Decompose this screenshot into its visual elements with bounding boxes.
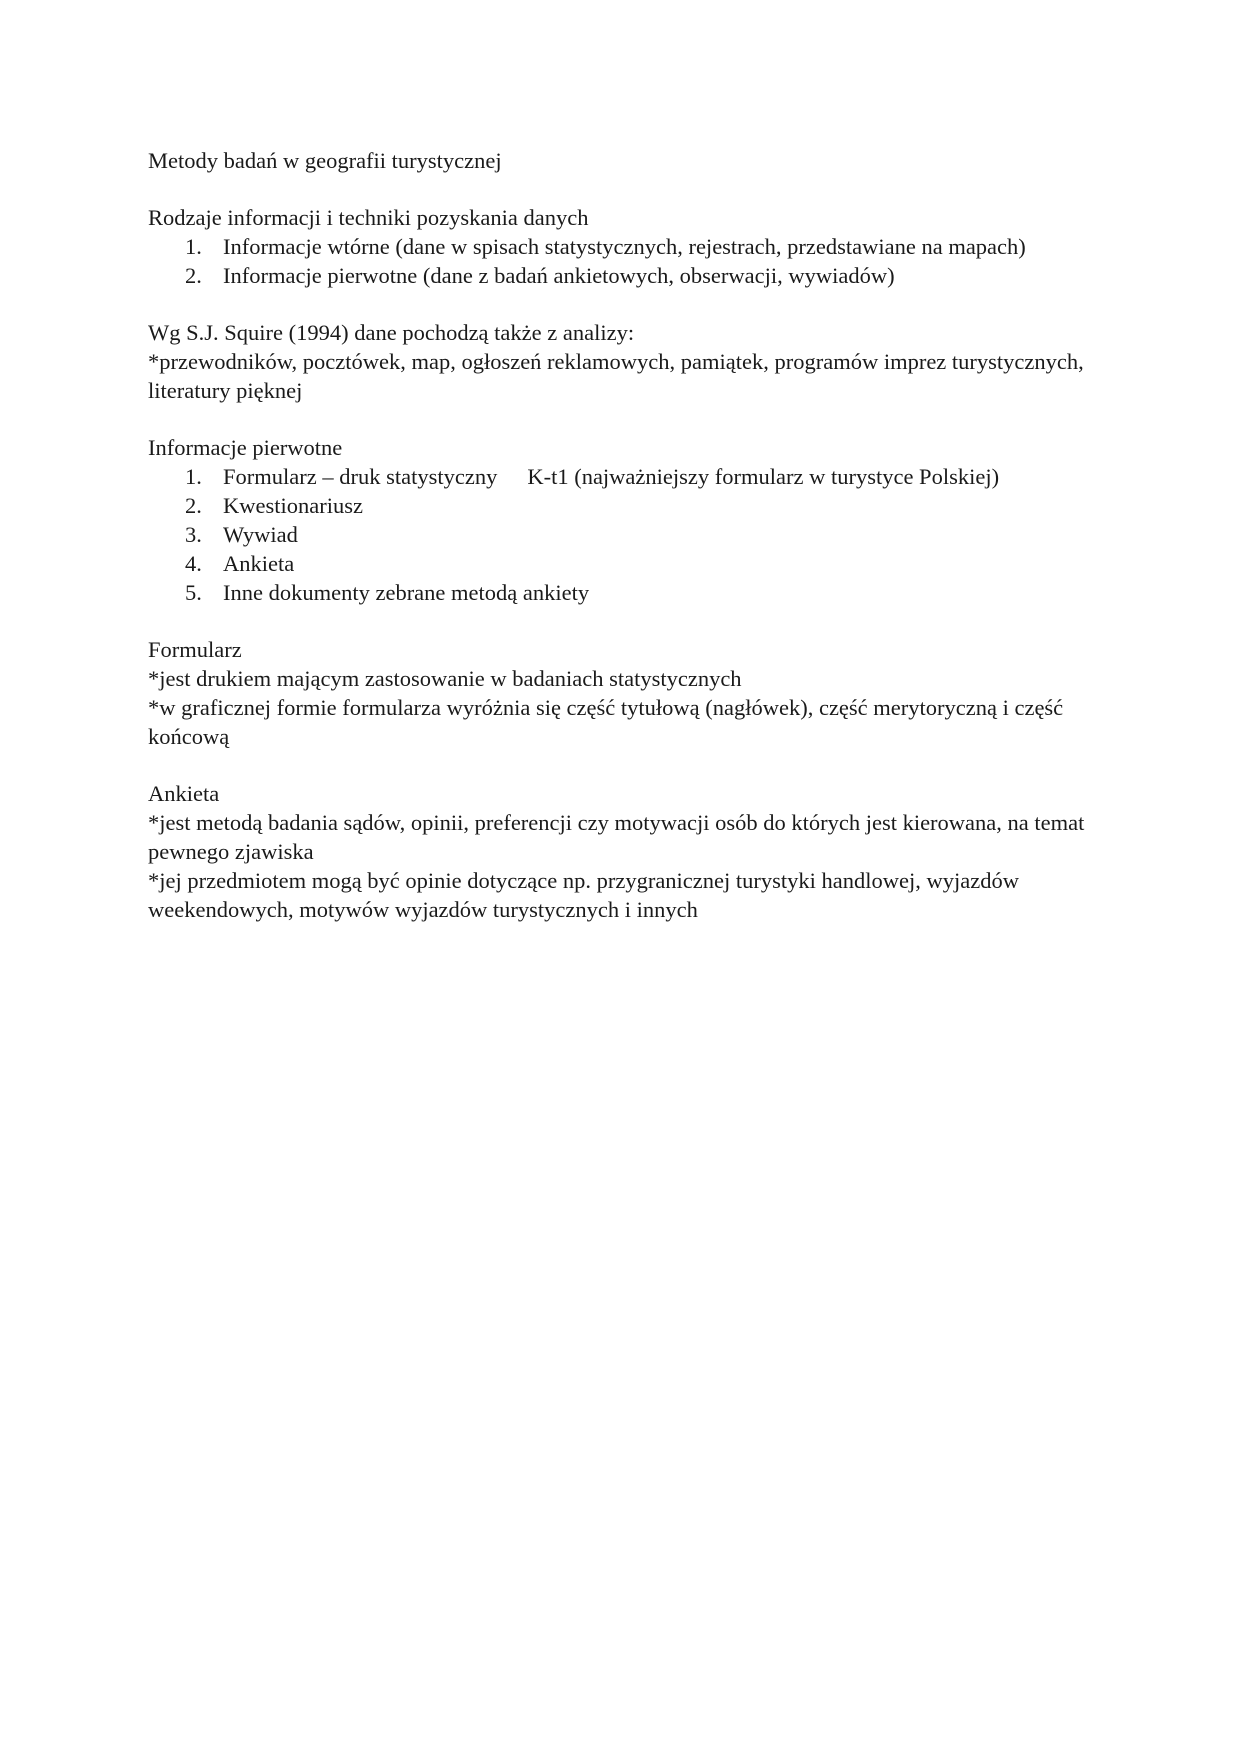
paragraph-gap: [148, 175, 1103, 203]
list-number: 1.: [185, 464, 202, 489]
list-item-text: Formularz – druk statystyczny: [223, 464, 498, 489]
section-heading-data-types: Rodzaje informacji i techniki pozyskania danych: [148, 205, 589, 230]
squire-intro: Wg S.J. Squire (1994) dane pochodzą także z analizy:: [148, 320, 635, 345]
survey-subject: *jej przedmiotem mogą być opinie dotyczące np. przygranicznej turystyki handlowej, wyjazdów weekendowych, motywów wyjazdów turystycznych i innych: [148, 868, 1019, 922]
list-item-text: Ankieta: [223, 551, 295, 576]
list-number: 1.: [185, 234, 202, 259]
list-number: 5.: [185, 580, 202, 605]
list-item-text: Informacje wtórne (dane w spisach statystycznych, rejestrach, przedstawiane na mapach): [223, 234, 1026, 259]
list-item: [148, 578, 1103, 607]
list-item-text: Wywiad: [223, 522, 298, 547]
list-number: 3.: [185, 522, 202, 547]
list-item: [148, 462, 1103, 491]
list-item: [148, 261, 1103, 290]
section-heading-primary-info: Informacje pierwotne: [148, 435, 343, 460]
list-item: [148, 491, 1103, 520]
paragraph-gap: [148, 751, 1103, 779]
list-number: 4.: [185, 551, 202, 576]
paragraph-gap: [148, 607, 1103, 635]
document-title: Metody badań w geografii turystycznej: [148, 148, 502, 173]
paragraph-gap: [148, 290, 1103, 318]
list-item-text: Inne dokumenty zebrane metodą ankiety: [223, 580, 590, 605]
list-item-text: Informacje pierwotne (dane z badań ankietowych, obserwacji, wywiadów): [223, 263, 895, 288]
form-structure: *w graficznej formie formularza wyróżnia się część tytułową (nagłówek), część merytoryczną i część końcową: [148, 695, 1064, 749]
list-number: 2.: [185, 263, 202, 288]
list-item: [148, 549, 1103, 578]
squire-sources: *przewodników, pocztówek, map, ogłoszeń reklamowych, pamiątek, programów imprez turystycznych, literatury pięknej: [148, 349, 1084, 403]
primary-info-list: [148, 462, 1103, 607]
document-body: [148, 146, 1103, 924]
form-definition: *jest drukiem mającym zastosowanie w badaniach statystycznych: [148, 666, 742, 691]
data-types-list: [148, 232, 1103, 290]
list-number: 2.: [185, 493, 202, 518]
section-heading-form: Formularz: [148, 637, 242, 662]
section-heading-survey: Ankieta: [148, 781, 220, 806]
list-item-text: K-t1 (najważniejszy formularz w turystyce Polskiej): [527, 464, 1000, 489]
survey-definition: *jest metodą badania sądów, opinii, preferencji czy motywacji osób do których jest kierowana, na temat pewnego zjawiska: [148, 810, 1085, 864]
list-item: [148, 232, 1103, 261]
list-item-text: Kwestionariusz: [223, 493, 363, 518]
list-item: [148, 520, 1103, 549]
paragraph-gap: [148, 405, 1103, 433]
